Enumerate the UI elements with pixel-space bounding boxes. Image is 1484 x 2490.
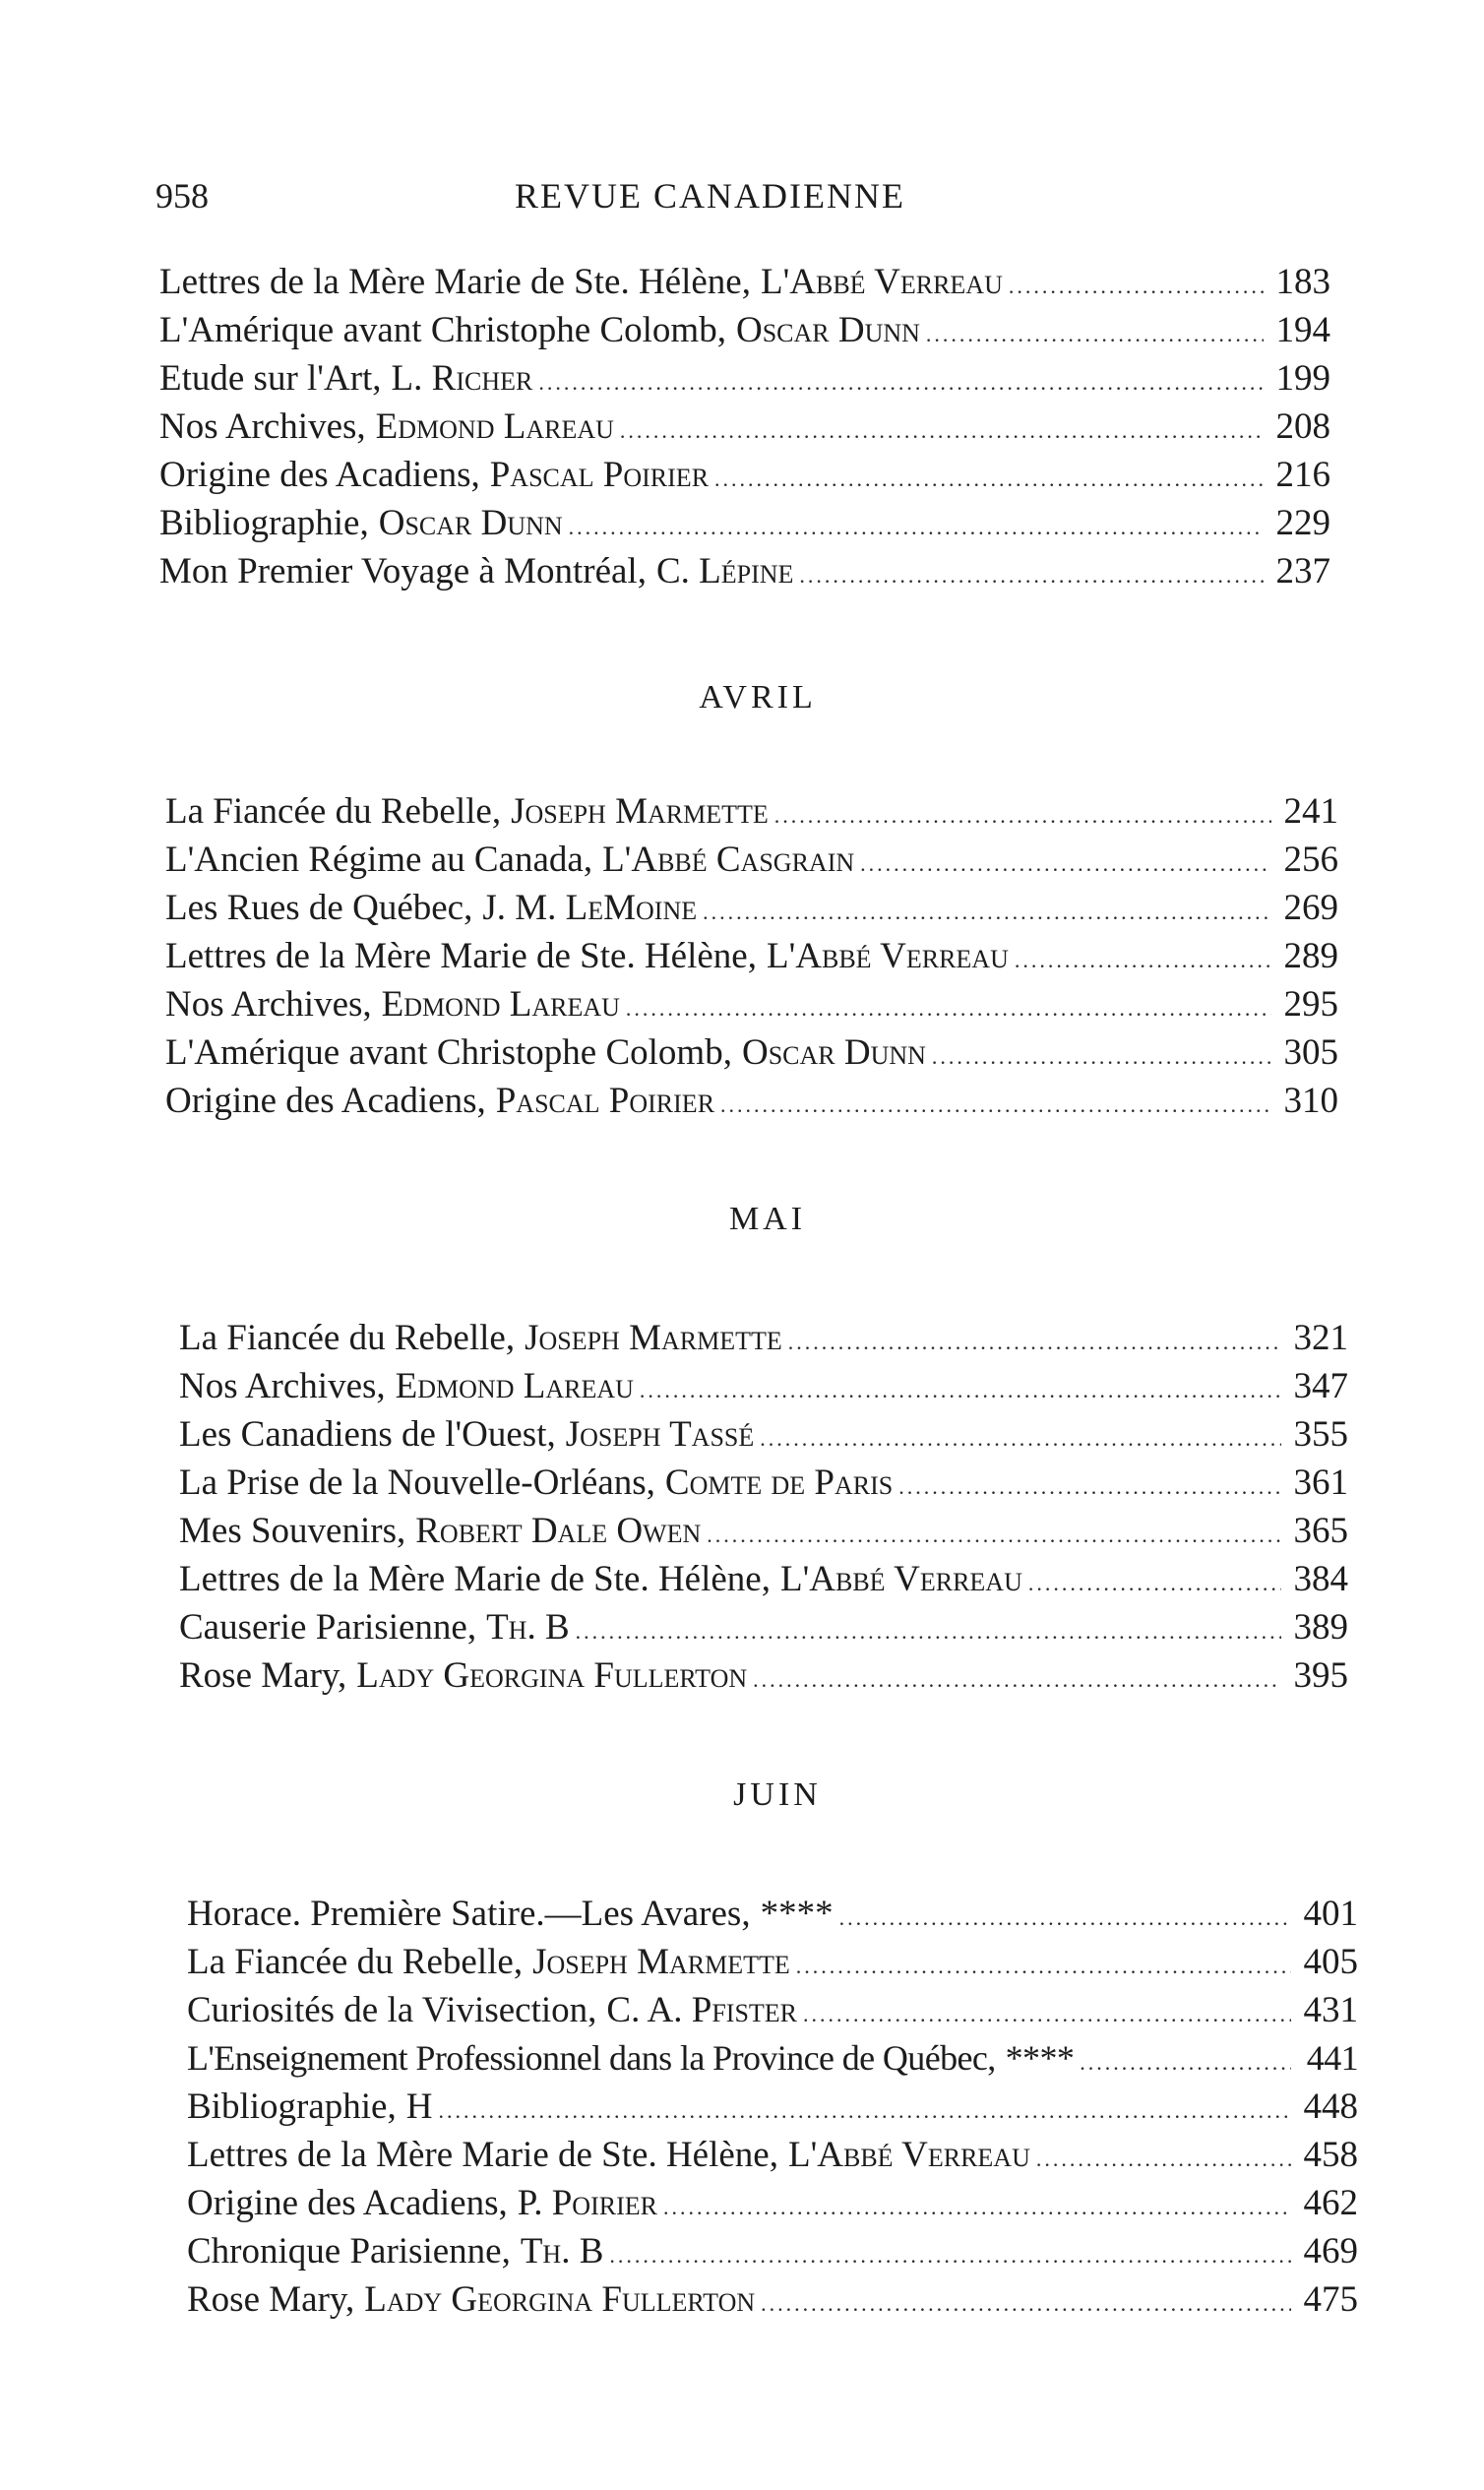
entry-page: 475	[1303, 2279, 1358, 2320]
entry-title: L'Ancien Régime au Canada,	[165, 840, 593, 880]
toc-entry	[165, 884, 1338, 932]
entry-page: 448	[1303, 2086, 1358, 2127]
entry-author: P. Poirier	[517, 2183, 657, 2223]
toc-entry	[165, 1028, 1338, 1077]
entry-title: Origine des Acadiens,	[159, 455, 480, 495]
toc-entry	[179, 1555, 1348, 1603]
page-number: 958	[155, 176, 209, 216]
toc-entry	[159, 354, 1330, 403]
toc-entry	[187, 2131, 1358, 2179]
entry-title: L'Amérique avant Christophe Colomb,	[165, 1032, 732, 1073]
entry-author: C. Lépine	[655, 551, 794, 591]
dot-leader	[576, 1607, 1281, 1655]
entry-author: ****	[1005, 2038, 1075, 2078]
entry-author: Edmond Lareau	[395, 1366, 634, 1406]
dot-leader	[796, 1942, 1291, 1990]
dot-leader	[932, 1032, 1271, 1081]
entry-page: 355	[1293, 1414, 1348, 1455]
entry-author: L'Abbé Verreau	[787, 2135, 1030, 2175]
toc-section-juin	[187, 1890, 1358, 2324]
entry-page: 241	[1283, 791, 1338, 832]
entry-author: Robert Dale Owen	[415, 1511, 702, 1551]
entry-title: Lettres de la Mère Marie de Ste. Hélène,	[187, 2135, 778, 2175]
entry-author: L'Abbé Verreau	[779, 1559, 1022, 1599]
entry-title: Nos Archives,	[159, 406, 366, 447]
entry-page: 462	[1303, 2183, 1358, 2223]
entry-author: J. M. LeMoine	[482, 888, 698, 928]
dot-leader	[839, 1894, 1291, 1942]
entry-author: Th. B	[486, 1607, 570, 1648]
dot-leader	[1080, 2038, 1291, 2086]
dot-leader	[714, 455, 1264, 503]
dot-leader	[774, 791, 1271, 840]
entry-title: Bibliographie,	[159, 503, 369, 543]
toc-entry	[187, 2083, 1358, 2131]
entry-page: 395	[1293, 1655, 1348, 1696]
dot-leader	[926, 310, 1264, 358]
toc-entry	[187, 2179, 1358, 2227]
dot-leader	[640, 1366, 1281, 1414]
dot-leader	[663, 2183, 1291, 2231]
entry-author: H	[405, 2086, 433, 2127]
entry-author: Oscar Dunn	[741, 1032, 926, 1073]
running-title: REVUE CANADIENNE	[515, 176, 905, 216]
entry-title: La Prise de la Nouvelle-Orléans,	[179, 1463, 655, 1503]
dot-leader	[1015, 936, 1271, 984]
entry-author: Lady Georgina Fullerton	[364, 2279, 756, 2320]
entry-author: L'Abbé Casgrain	[602, 840, 855, 880]
entry-page: 401	[1303, 1894, 1358, 1934]
toc-entry	[179, 1410, 1348, 1459]
entry-page: 469	[1303, 2231, 1358, 2272]
toc-section-mai	[179, 1314, 1348, 1700]
entry-page: 237	[1275, 551, 1330, 591]
dot-leader	[753, 1655, 1281, 1704]
entry-title: Lettres de la Mère Marie de Ste. Hélène,	[165, 936, 757, 976]
entry-page: 305	[1283, 1032, 1338, 1073]
entry-title: Nos Archives,	[165, 984, 372, 1025]
dot-leader	[707, 1511, 1281, 1559]
entry-title: Les Canadiens de l'Ouest,	[179, 1414, 556, 1455]
entry-title: L'Enseignement Professionnel dans la Province de Québec,	[187, 2038, 996, 2078]
entry-page: 194	[1275, 310, 1330, 350]
entry-title: Origine des Acadiens,	[165, 1081, 486, 1121]
toc-entry	[187, 2034, 1358, 2083]
toc-entry	[179, 1651, 1348, 1700]
entry-author: Pascal Poirier	[495, 1081, 715, 1121]
entry-page: 347	[1293, 1366, 1348, 1406]
entry-author: Oscar Dunn	[378, 503, 563, 543]
dot-leader	[438, 2086, 1291, 2135]
entry-author: Joseph Marmette	[532, 1942, 790, 1982]
toc-entry	[159, 258, 1330, 306]
toc-entry	[165, 787, 1338, 836]
entry-page: 229	[1275, 503, 1330, 543]
section-heading-mai: MAI	[728, 1201, 807, 1237]
entry-author: L. Richer	[391, 358, 533, 399]
toc-entry	[187, 2275, 1358, 2324]
entry-page: 183	[1275, 262, 1330, 302]
entry-author: Edmond Lareau	[381, 984, 620, 1025]
entry-title: Nos Archives,	[179, 1366, 386, 1406]
entry-page: 216	[1275, 455, 1330, 495]
toc-entry	[187, 1890, 1358, 1938]
dot-leader	[620, 406, 1264, 455]
section-heading-juin: JUIN	[733, 1776, 822, 1813]
entry-page: 431	[1303, 1990, 1358, 2030]
entry-author: Lady Georgina Fullerton	[356, 1655, 748, 1696]
dot-leader	[1009, 262, 1264, 310]
entry-page: 199	[1275, 358, 1330, 399]
toc-entry	[179, 1362, 1348, 1410]
entry-author: Edmond Lareau	[375, 406, 614, 447]
dot-leader	[569, 503, 1264, 551]
entry-author: L'Abbé Verreau	[766, 936, 1009, 976]
entry-author: Comte de Paris	[664, 1463, 894, 1503]
entry-author: Joseph Tassé	[565, 1414, 755, 1455]
dot-leader	[609, 2231, 1291, 2279]
entry-title: Mon Premier Voyage à Montréal,	[159, 551, 647, 591]
toc-entry	[159, 403, 1330, 451]
dot-leader	[1028, 1559, 1281, 1607]
entry-page: 321	[1293, 1318, 1348, 1358]
entry-title: Curiosités de la Vivisection,	[187, 1990, 597, 2030]
dot-leader	[788, 1318, 1281, 1366]
entry-title: Rose Mary,	[187, 2279, 355, 2320]
toc-entry	[179, 1459, 1348, 1507]
dot-leader	[626, 984, 1271, 1032]
entry-page: 361	[1293, 1463, 1348, 1503]
toc-entry	[159, 547, 1330, 595]
entry-title: Les Rues de Québec,	[165, 888, 473, 928]
dot-leader	[720, 1081, 1271, 1129]
entry-page: 458	[1303, 2135, 1358, 2175]
dot-leader	[860, 840, 1271, 888]
entry-page: 384	[1293, 1559, 1348, 1599]
entry-author: Joseph Marmette	[511, 791, 769, 832]
entry-title: Causerie Parisienne,	[179, 1607, 477, 1648]
toc-entry	[165, 836, 1338, 884]
entry-author: L'Abbé Verreau	[760, 262, 1003, 302]
entry-page: 289	[1283, 936, 1338, 976]
entry-page: 269	[1283, 888, 1338, 928]
toc-section-continued	[159, 258, 1330, 595]
toc-entry	[187, 1938, 1358, 1986]
section-heading-avril: AVRIL	[699, 679, 817, 716]
dot-leader	[803, 1990, 1291, 2038]
toc-entry	[159, 306, 1330, 354]
entry-author: Th. B	[520, 2231, 604, 2272]
toc-entry	[187, 1986, 1358, 2034]
entry-title: Origine des Acadiens,	[187, 2183, 508, 2223]
entry-page: 256	[1283, 840, 1338, 880]
entry-title: La Fiancée du Rebelle,	[187, 1942, 524, 1982]
entry-title: Lettres de la Mère Marie de Ste. Hélène,	[159, 262, 751, 302]
entry-author: Joseph Marmette	[525, 1318, 782, 1358]
dot-leader	[898, 1463, 1281, 1511]
toc-section-avril	[165, 787, 1338, 1125]
entry-page: 389	[1293, 1607, 1348, 1648]
entry-title: Etude sur l'Art,	[159, 358, 382, 399]
entry-title: Lettres de la Mère Marie de Ste. Hélène,	[179, 1559, 771, 1599]
entry-page: 208	[1275, 406, 1330, 447]
entry-title: Horace. Première Satire.—Les Avares,	[187, 1894, 751, 1934]
entry-page: 365	[1293, 1511, 1348, 1551]
toc-entry	[187, 2227, 1358, 2275]
dot-leader	[799, 551, 1264, 599]
dot-leader	[538, 358, 1264, 406]
entry-page: 441	[1306, 2038, 1358, 2078]
toc-entry	[159, 451, 1330, 499]
dot-leader	[760, 1414, 1281, 1463]
toc-entry	[165, 980, 1338, 1028]
dot-leader	[761, 2279, 1291, 2328]
entry-author: ****	[760, 1894, 834, 1934]
dot-leader	[703, 888, 1271, 936]
entry-author: C. A. Pfister	[606, 1990, 798, 2030]
toc-entry	[159, 499, 1330, 547]
page-header	[155, 175, 1356, 224]
entry-page: 405	[1303, 1942, 1358, 1982]
entry-title: Rose Mary,	[179, 1655, 347, 1696]
toc-entry	[179, 1603, 1348, 1651]
entry-title: Bibliographie,	[187, 2086, 397, 2127]
toc-entry	[179, 1507, 1348, 1555]
toc-entry	[179, 1314, 1348, 1362]
entry-title: La Fiancée du Rebelle,	[165, 791, 502, 832]
entry-page: 295	[1283, 984, 1338, 1025]
entry-page: 310	[1283, 1081, 1338, 1121]
entry-author: Oscar Dunn	[735, 310, 920, 350]
toc-entry	[165, 1077, 1338, 1125]
entry-title: La Fiancée du Rebelle,	[179, 1318, 516, 1358]
entry-title: Mes Souvenirs,	[179, 1511, 406, 1551]
entry-title: Chronique Parisienne,	[187, 2231, 511, 2272]
toc-entry	[165, 932, 1338, 980]
entry-author: Pascal Poirier	[489, 455, 710, 495]
dot-leader	[1036, 2135, 1291, 2183]
entry-title: L'Amérique avant Christophe Colomb,	[159, 310, 726, 350]
